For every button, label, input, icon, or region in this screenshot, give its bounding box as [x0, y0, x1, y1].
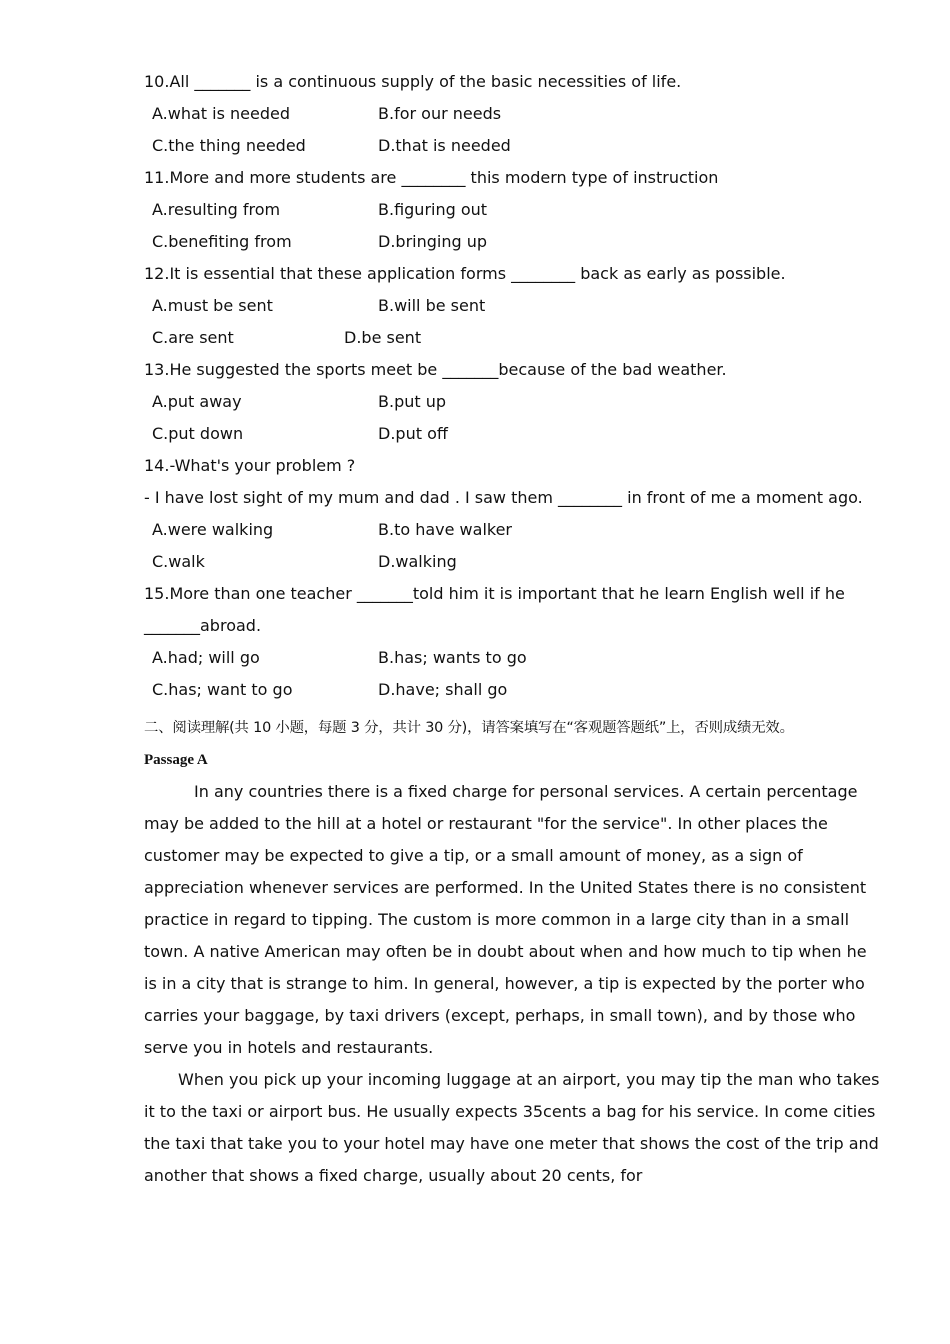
question-13-options-row-1 [144, 386, 884, 418]
question-13-stem: 13.He suggested the sports meet be _______because of the bad weather. [144, 360, 727, 379]
question-12-stem: 12.It is essential that these application forms ________ back as early as possible. [144, 264, 786, 283]
question-11-stem: 11.More and more students are ________ this modern type of instruction [144, 168, 719, 187]
option-d: D.that is needed [378, 136, 511, 155]
option-d: D.have; shall go [378, 680, 508, 699]
question-14-stem: 14.-What's your problem ? [144, 456, 356, 475]
option-d: D.bringing up [378, 232, 488, 251]
option-d: D.walking [378, 552, 457, 571]
option-c: C.has; want to go [152, 680, 293, 699]
question-14-dialogue: - I have lost sight of my mum and dad . I saw them ________ in front of me a moment ago. [144, 488, 863, 507]
option-a: A.were walking [152, 520, 274, 539]
question-10-options-row-1 [144, 98, 884, 130]
passage-title: Passage A [144, 752, 208, 768]
option-c: C.are sent [152, 328, 234, 347]
question-15-options-row-1 [144, 642, 884, 674]
option-b: B.figuring out [378, 200, 488, 219]
question-15-stem: 15.More than one teacher _______told him it is important that he learn English well if he _______abroad. [144, 584, 845, 635]
option-a: A.resulting from [152, 200, 281, 219]
passage-paragraph-1: In any countries there is a fixed charge for personal services. A certain percentage may be added to the hill at a hotel or restaurant "for the service". In other places the customer may be expected to give a tip, or a small amount of money, as a sign of appreciation whenever services are performed. In the United States there is no consistent practice in regard to tipping. The custom is more common in a large city than in a small town. A native American may often be in doubt about when and how much to tip when he is in a city that is strange to him. In general, however, a tip is expected by the porter who carries your baggage, by taxi drivers (except, perhaps, in small town), and by those who serve you in hotels and restaurants. [144, 782, 867, 1057]
option-c: C.the thing needed [152, 136, 306, 155]
question-14-options-row-1 [144, 514, 884, 546]
option-b: B.has; wants to go [378, 648, 527, 667]
question-11-options-row-2 [144, 226, 884, 258]
exam-page [144, 66, 884, 1192]
question-14-options-row-2 [144, 546, 884, 578]
option-c: C.put down [152, 424, 244, 443]
option-a: A.must be sent [152, 296, 273, 315]
option-b: B.put up [378, 392, 447, 411]
option-b: B.for our needs [378, 104, 502, 123]
question-10-stem: 10.All _______ is a continuous supply of the basic necessities of life. [144, 72, 682, 91]
option-b: B.will be sent [378, 296, 486, 315]
question-15-options-row-2 [144, 674, 884, 706]
option-a: A.had; will go [152, 648, 260, 667]
section-heading: 二、阅读理解(共 10 小题，每题 3 分，共计 30 分)，请答案填写在“客观题答题纸”上，否则成绩无效。 [144, 720, 794, 736]
question-10-options-row-2 [144, 130, 884, 162]
option-c: C.benefiting from [152, 232, 292, 251]
option-d: D.put off [378, 424, 448, 443]
option-a: A.put away [152, 392, 242, 411]
passage-paragraph-2: When you pick up your incoming luggage at an airport, you may tip the man who takes it to the taxi or airport bus. He usually expects 35cents a bag for his service. In come cities the taxi that take you to your hotel may have one meter that shows the cost of the trip and another that shows a fixed charge, usually about 20 cents, for [144, 1070, 880, 1185]
question-12-options-row-1 [144, 290, 884, 322]
question-13-options-row-2 [144, 418, 884, 450]
option-b: B.to have walker [378, 520, 513, 539]
option-d: D.be sent [344, 328, 422, 347]
option-a: A.what is needed [152, 104, 290, 123]
question-12-options-row-2 [144, 322, 884, 354]
option-c: C.walk [152, 552, 205, 571]
question-11-options-row-1 [144, 194, 884, 226]
